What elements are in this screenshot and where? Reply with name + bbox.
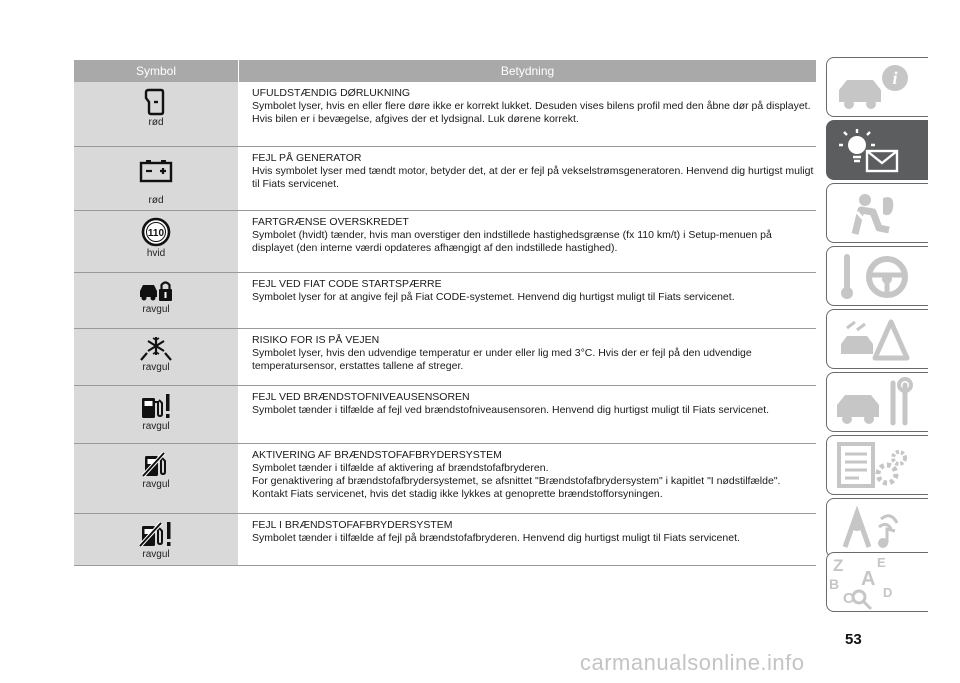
row-title: AKTIVERING AF BRÆNDSTOFAFBRYDERSYSTEM	[252, 449, 502, 461]
row-text: Symbolet tænder i tilfælde af fejl på brændstofafbryderen. Henvend dig hurtigst muligt til Fiats servicenet.	[252, 532, 740, 544]
fuel-cutoff-fault-icon	[139, 520, 173, 548]
symbol-color: ravgul	[142, 549, 170, 560]
symbol-cell	[74, 211, 238, 272]
table-row	[74, 514, 816, 566]
starting-driving-icon	[827, 247, 929, 307]
row-title: FEJL PÅ GENERATOR	[252, 152, 362, 164]
multimedia-icon	[827, 499, 929, 559]
safety-airbag-icon	[827, 184, 929, 244]
index-icon	[827, 553, 929, 613]
table-row	[74, 273, 816, 329]
chapter-tab-maintenance[interactable]	[826, 372, 928, 432]
symbol-color: rød	[148, 117, 164, 128]
row-text: Symbolet lyser for at angive fejl på Fiat CODE-systemet. Henvend dig hurtigst muligt til Fiats servicenet.	[252, 291, 735, 303]
row-title: UFULDSTÆNDIG DØRLUKNING	[252, 87, 411, 99]
row-title: FEJL VED BRÆNDSTOFNIVEAUSENSOREN	[252, 391, 470, 403]
meaning-cell	[238, 273, 816, 328]
symbol-color: rød	[148, 195, 164, 206]
table-row	[74, 211, 816, 273]
row-text: Symbolet tænder i tilfælde af aktivering af brændstofafbryderen.	[252, 462, 549, 474]
fuel-cutoff-icon	[142, 450, 170, 478]
car-info-icon	[827, 58, 929, 118]
row-text: Symbolet (hvidt) tænder, hvis man overstiger den indstillede hastighedsgrænse (fx 110 km/t) i Setup-menuen på displayet (den interne værdi opdateres afhængigt af den indstillede hastighed).	[252, 229, 772, 254]
svg-text:i: i	[892, 68, 898, 88]
row-text: Symbolet lyser, hvis den udvendige temperatur er under eller lig med 3°C. Hvis der er fejl på den udvendige temperatursensor, erstattes tallene af streger.	[252, 347, 752, 372]
symbol-cell	[74, 386, 238, 443]
index-letter: D	[883, 585, 893, 600]
meaning-cell	[238, 82, 816, 146]
symbol-cell	[74, 147, 238, 210]
row-title: FARTGRÆNSE OVERSKREDET	[252, 216, 409, 228]
chapter-tab-safety[interactable]	[826, 183, 928, 243]
door-open-icon	[144, 88, 168, 116]
ice-road-icon	[139, 335, 173, 361]
symbol-color: hvid	[146, 248, 166, 259]
header-meaning: Betydning	[238, 60, 816, 82]
chapter-tab-multimedia[interactable]	[826, 498, 928, 558]
car-lock-icon	[138, 279, 174, 303]
row-text: Symbolet lyser, hvis en eller flere døre ikke er korrekt lukket. Desuden vises bilens profil med den åbne dør på displayet. Hvis bilen er i bevægelse, afgives der et lydsignal. Luk dørene korrekt.	[252, 100, 811, 125]
symbol-color: ravgul	[142, 304, 170, 315]
row-text: Hvis symbolet lyser med tændt motor, betyder det, at der er fejl på vekselstrømsgeneratoren. Henvend dig hurtigst muligt til Fiats servicenet.	[252, 165, 814, 190]
index-letter: A	[861, 568, 876, 590]
meaning-cell	[238, 444, 816, 513]
symbol-color: ravgul	[142, 362, 170, 373]
meaning-cell	[238, 329, 816, 385]
chapter-tab-warning-lights[interactable]	[826, 120, 928, 180]
symbol-cell	[74, 82, 238, 146]
table-row	[74, 329, 816, 386]
speed-limit-110-icon	[141, 217, 171, 247]
chapter-tab-emergency[interactable]	[826, 309, 928, 369]
symbol-cell	[74, 514, 238, 565]
row-title: FEJL I BRÆNDSTOFAFBRYDERSYSTEM	[252, 519, 453, 531]
technical-data-icon	[827, 436, 929, 496]
chapter-tab-starting-driving[interactable]	[826, 246, 928, 306]
chapter-tab-technical-data[interactable]	[826, 435, 928, 495]
table-row	[74, 82, 816, 147]
row-text: Symbolet tænder i tilfælde af fejl ved brændstofniveausensoren. Henvend dig hurtigst muligt til Fiats servicenet.	[252, 404, 770, 416]
watermark: carmanualsonline.info	[580, 650, 805, 675]
symbol-cell	[74, 273, 238, 328]
table-header	[74, 60, 816, 82]
meaning-cell	[238, 147, 816, 210]
header-symbol: Symbol	[135, 64, 176, 78]
symbol-color: ravgul	[142, 421, 170, 432]
index-letter: E	[877, 555, 886, 570]
table-row	[74, 386, 816, 444]
warning-lights-messages-icon	[827, 121, 929, 181]
chapter-tab-index[interactable]	[826, 552, 928, 612]
meaning-cell	[238, 211, 816, 272]
svg-text:110: 110	[147, 228, 165, 239]
meaning-cell	[238, 386, 816, 443]
row-text-2: For genaktivering af brændstofafbrydersystemet, se afsnittet "Brændstofafbrydersystem" i kapitlet "I nødstilfælde". Kontakt Fiats servicenet, hvis det stadig ikke lykkes at genoprette brændstofforsyningen.	[252, 475, 781, 500]
symbol-color: ravgul	[142, 479, 170, 490]
fuel-warning-icon	[139, 392, 173, 420]
symbol-cell	[74, 329, 238, 385]
battery-icon	[139, 159, 173, 183]
meaning-cell	[238, 514, 816, 565]
index-letter: B	[829, 576, 840, 592]
warning-lights-table	[74, 60, 816, 566]
table-row	[74, 444, 816, 514]
emergency-icon	[827, 310, 929, 370]
index-letter: C	[843, 590, 854, 607]
chapter-tab-car-info[interactable]	[826, 57, 928, 117]
symbol-cell	[74, 444, 238, 513]
row-title: FEJL VED FIAT CODE STARTSPÆRRE	[252, 278, 442, 290]
index-letter: Z	[833, 556, 844, 575]
maintenance-icon	[827, 373, 929, 433]
table-row	[74, 147, 816, 211]
page-number: 53	[845, 631, 862, 648]
row-title: RISIKO FOR IS PÅ VEJEN	[252, 334, 380, 346]
